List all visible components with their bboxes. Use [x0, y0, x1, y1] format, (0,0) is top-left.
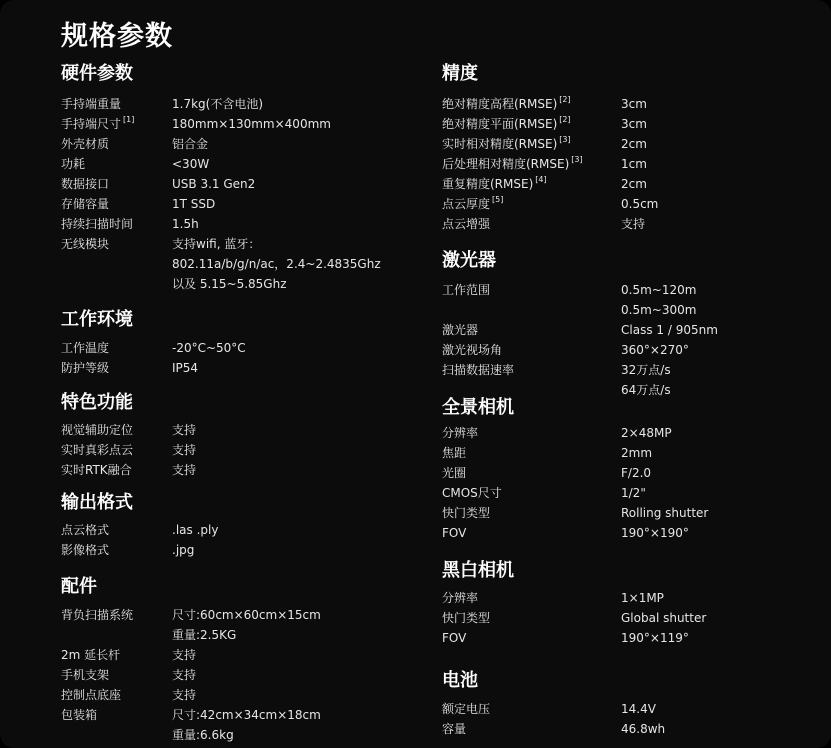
spec-value: 14.4V — [621, 702, 656, 716]
spec-label-text: 手持端重量 — [61, 97, 122, 111]
spec-label-text: 视觉辅助定位 — [61, 423, 134, 437]
spec-value: 尺寸:60cm×60cm×15cm — [172, 608, 321, 622]
spec-label — [61, 667, 109, 683]
spec-label — [442, 322, 478, 338]
spec-label-text: 焦距 — [442, 446, 467, 460]
spec-label — [442, 445, 466, 461]
spec-value: .jpg — [172, 543, 195, 557]
spec-label-text: 功耗 — [61, 157, 86, 171]
section-title: 电池 — [442, 670, 478, 691]
spec-value: 1.5h — [172, 217, 199, 231]
spec-label-text: FOV — [442, 631, 467, 645]
spec-label — [61, 156, 85, 172]
spec-label-text: 激光视场角 — [442, 343, 503, 357]
spec-value: 0.5m~120m — [621, 283, 697, 297]
section-title: 硬件参数 — [61, 63, 133, 84]
spec-label-text: 手机支架 — [61, 668, 110, 682]
spec-value: 尺寸:42cm×34cm×18cm — [172, 708, 321, 722]
section-title: 全景相机 — [442, 397, 514, 418]
spec-label-text: 影像格式 — [61, 543, 110, 557]
spec-label — [442, 485, 502, 501]
spec-value: 支持 — [172, 443, 197, 457]
spec-value: 46.8wh — [621, 722, 666, 736]
spec-label-text: 无线模块 — [61, 237, 110, 251]
spec-label — [442, 525, 466, 541]
spec-label-text: 外壳材质 — [61, 137, 110, 151]
spec-label-text: 实时真彩点云 — [61, 443, 134, 457]
spec-label-text: 背负扫描系统 — [61, 608, 134, 622]
spec-value: 重量:2.5KG — [172, 628, 237, 642]
spec-label-text: 工作范围 — [442, 283, 491, 297]
spec-label — [61, 360, 109, 376]
spec-value: 支持wifi, 蓝牙： — [172, 237, 261, 251]
spec-label — [442, 342, 502, 358]
spec-value: 重量:6.6kg — [172, 728, 234, 742]
spec-label-text: 手持端尺寸 — [61, 117, 122, 131]
spec-label — [442, 196, 503, 212]
spec-value: 802.11a/b/g/n/ac，2.4~2.4835Ghz — [172, 257, 381, 271]
spec-label-text: 点云增强 — [442, 217, 491, 231]
spec-label-text: FOV — [442, 526, 467, 540]
section-title: 激光器 — [442, 250, 496, 271]
page-title: 规格参数 — [61, 21, 173, 52]
spec-value: 支持 — [172, 423, 197, 437]
spec-label-text: 包装箱 — [61, 708, 98, 722]
spec-label — [61, 136, 109, 152]
spec-value: <30W — [172, 157, 210, 171]
spec-value: Rolling shutter — [621, 506, 709, 520]
spec-label — [442, 590, 478, 606]
spec-label-text: 容量 — [442, 722, 467, 736]
spec-value: 3cm — [621, 117, 647, 131]
spec-value: IP54 — [172, 361, 199, 375]
footnote-ref: [2] — [559, 115, 571, 124]
spec-label-text: 扫描数据速率 — [442, 363, 515, 377]
spec-value: 支持 — [172, 648, 197, 662]
spec-label — [61, 116, 134, 132]
spec-label-text: 工作温度 — [61, 341, 110, 355]
spec-label — [61, 196, 109, 212]
spec-value: 2cm — [621, 177, 647, 191]
spec-label — [442, 282, 490, 298]
spec-label — [442, 505, 490, 521]
footnote-ref: [2] — [559, 95, 571, 104]
spec-value: 360°×270° — [621, 343, 689, 357]
spec-label — [442, 116, 571, 132]
spec-value: 190°×119° — [621, 631, 689, 645]
spec-value: F/2.0 — [621, 466, 652, 480]
spec-label — [442, 465, 466, 481]
spec-label — [442, 96, 571, 112]
spec-value: 铝合金 — [172, 137, 209, 151]
spec-label-text: 实时相对精度(RMSE) — [442, 137, 558, 151]
spec-label-text: CMOS尺寸 — [442, 486, 502, 500]
spec-value: 支持 — [621, 217, 646, 231]
spec-label — [442, 721, 466, 737]
spec-value: 180mm×130mm×400mm — [172, 117, 331, 131]
footnote-ref: [4] — [535, 175, 547, 184]
spec-label — [61, 647, 120, 663]
spec-value: 0.5m~300m — [621, 303, 697, 317]
spec-value: USB 3.1 Gen2 — [172, 177, 256, 191]
spec-label-text: 分辨率 — [442, 591, 479, 605]
spec-label — [61, 522, 109, 538]
spec-label-text: 实时RTK融合 — [61, 463, 132, 477]
spec-value: 1cm — [621, 157, 647, 171]
spec-label-text: 后处理相对精度(RMSE) — [442, 157, 570, 171]
spec-label-text: 2m 延长杆 — [61, 648, 121, 662]
spec-label-text: 点云格式 — [61, 523, 110, 537]
spec-value: 64万点/s — [621, 383, 671, 397]
spec-value: 190°×190° — [621, 526, 689, 540]
spec-label — [61, 687, 121, 703]
spec-label — [61, 462, 132, 478]
spec-label-text: 点云厚度 — [442, 197, 491, 211]
spec-value: 以及 5.15~5.85Ghz — [172, 277, 287, 291]
spec-label — [61, 422, 133, 438]
spec-value: 支持 — [172, 668, 197, 682]
spec-value: -20°C~50°C — [172, 341, 246, 355]
spec-value: .las .ply — [172, 523, 219, 537]
spec-value: 3cm — [621, 97, 647, 111]
spec-value: Global shutter — [621, 611, 707, 625]
spec-value: 32万点/s — [621, 363, 671, 377]
spec-value: 支持 — [172, 688, 197, 702]
spec-label — [442, 176, 547, 192]
spec-label — [61, 607, 133, 623]
spec-label-text: 数据接口 — [61, 177, 110, 191]
section-title: 工作环境 — [61, 309, 133, 330]
section-title: 黑白相机 — [442, 560, 514, 581]
spec-value: 2×48MP — [621, 426, 672, 440]
spec-label-text: 快门类型 — [442, 506, 491, 520]
spec-label — [442, 216, 490, 232]
spec-label — [442, 630, 466, 646]
spec-value: 1×1MP — [621, 591, 664, 605]
spec-label-text: 持续扫描时间 — [61, 217, 134, 231]
spec-label — [61, 707, 97, 723]
spec-label — [61, 340, 109, 356]
spec-label — [442, 362, 514, 378]
spec-label-text: 重复精度(RMSE) — [442, 177, 534, 191]
spec-label — [442, 425, 478, 441]
spec-label-text: 绝对精度平面(RMSE) — [442, 117, 558, 131]
spec-label-text: 快门类型 — [442, 611, 491, 625]
spec-label — [442, 610, 490, 626]
spec-label — [442, 156, 583, 172]
spec-label — [442, 136, 571, 152]
spec-label-text: 分辨率 — [442, 426, 479, 440]
spec-label — [61, 96, 121, 112]
spec-label-text: 存储容量 — [61, 197, 110, 211]
footnote-ref: [3] — [559, 135, 571, 144]
spec-label-text: 绝对精度高程(RMSE) — [442, 97, 558, 111]
spec-value: 1/2" — [621, 486, 646, 500]
spec-label-text: 控制点底座 — [61, 688, 122, 702]
spec-value: 1T SSD — [172, 197, 216, 211]
footnote-ref: [1] — [123, 115, 135, 124]
footnote-ref: [5] — [492, 195, 504, 204]
section-title: 配件 — [61, 576, 97, 597]
spec-value: Class 1 / 905nm — [621, 323, 718, 337]
spec-label — [61, 236, 109, 252]
spec-label — [61, 542, 109, 558]
footnote-ref: [3] — [571, 155, 583, 164]
spec-label-text: 光圈 — [442, 466, 467, 480]
spec-label-text: 激光器 — [442, 323, 479, 337]
spec-label — [61, 442, 133, 458]
spec-label-text: 防护等级 — [61, 361, 110, 375]
spec-label — [442, 701, 490, 717]
spec-label — [61, 176, 109, 192]
spec-value: 1.7kg(不含电池) — [172, 97, 264, 111]
spec-label — [61, 216, 133, 232]
spec-value: 2mm — [621, 446, 653, 460]
spec-value: 支持 — [172, 463, 197, 477]
spec-value: 2cm — [621, 137, 647, 151]
spec-label-text: 额定电压 — [442, 702, 491, 716]
section-title: 精度 — [442, 63, 478, 84]
section-title: 输出格式 — [61, 492, 133, 513]
spec-value: 0.5cm — [621, 197, 659, 211]
section-title: 特色功能 — [61, 392, 133, 413]
